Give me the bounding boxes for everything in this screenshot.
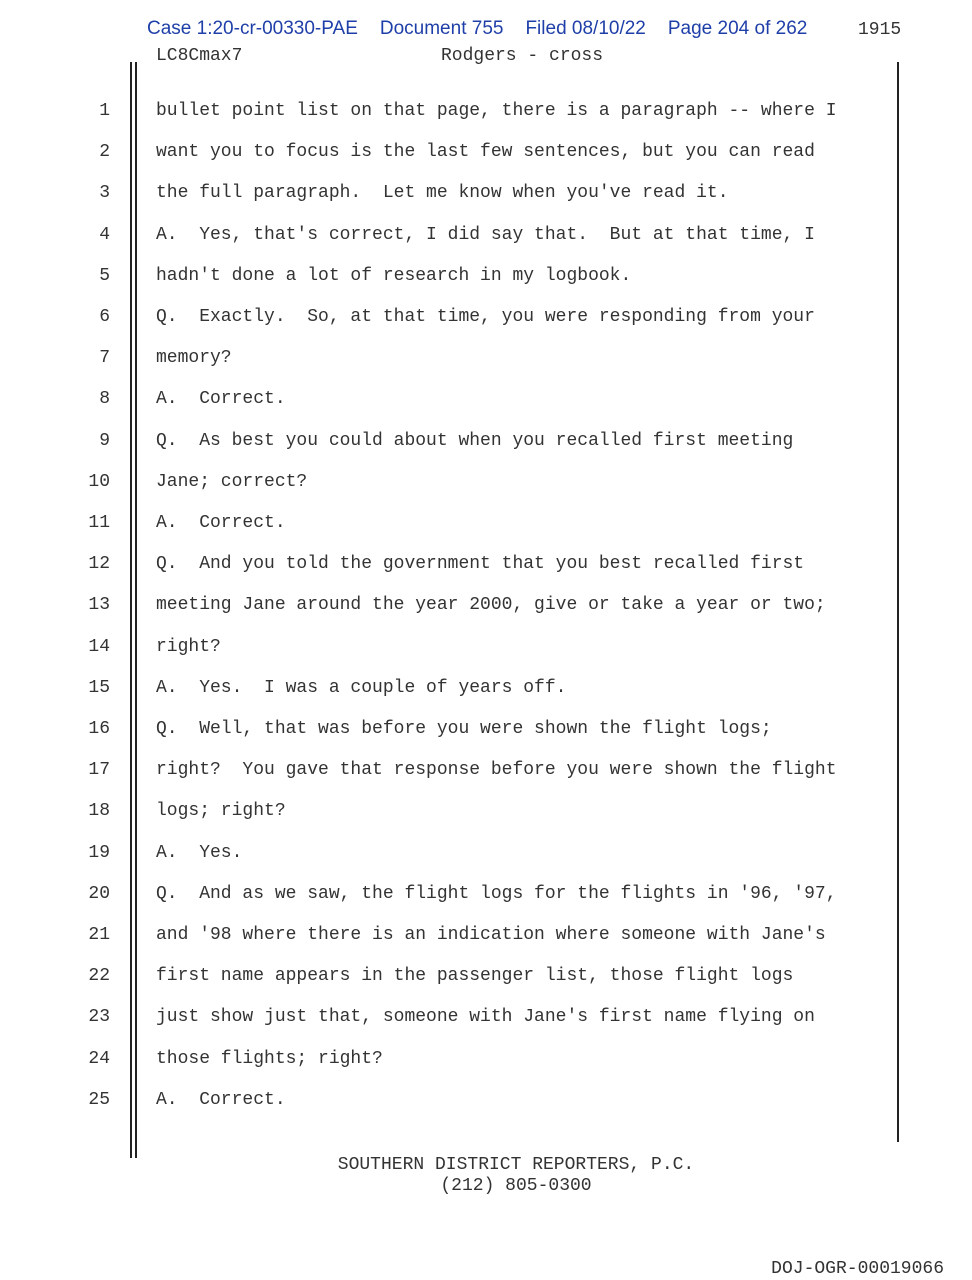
transcript-page-number: 1915: [858, 20, 902, 40]
line-text: Q. And you told the government that you best recalled first: [156, 554, 805, 575]
line-text: Q. And as we saw, the flight logs for the flights in '96, '97,: [156, 883, 837, 904]
reporter-phone: (212) 805-0300: [440, 1176, 592, 1196]
document-number: Document 755: [379, 18, 504, 39]
line-text: first name appears in the passenger list, those flight logs: [156, 966, 794, 987]
line-text: the full paragraph. Let me know when you've read it.: [156, 183, 729, 204]
transcript-line: [0, 801, 972, 831]
transcript-line: [0, 966, 972, 996]
filing-stamp: [147, 18, 829, 40]
line-text: bullet point list on that page, there is a paragraph -- where I: [156, 101, 837, 121]
line-number: 5: [99, 265, 110, 286]
line-text: meeting Jane around the year 2000, give or take a year or two;: [156, 595, 826, 616]
line-text: A. Correct.: [156, 1089, 286, 1110]
transcript-line: [0, 307, 972, 337]
line-number: 23: [88, 1007, 110, 1028]
line-text: want you to focus is the last few sentences, but you can read: [156, 142, 815, 163]
line-number: 22: [88, 966, 110, 987]
line-number: 7: [99, 348, 110, 369]
line-text: hadn't done a lot of research in my logbook.: [156, 265, 632, 286]
line-number: 6: [99, 307, 110, 327]
line-text: A. Yes, that's correct, I did say that. But at that time, I: [156, 224, 815, 245]
line-text: A. Yes. I was a couple of years off.: [156, 677, 567, 698]
transcript-line: [0, 101, 972, 131]
transcript-line: [0, 389, 972, 419]
reporter-company: SOUTHERN DISTRICT REPORTERS, P.C.: [337, 1155, 695, 1175]
line-number: 21: [88, 925, 110, 945]
line-number: 13: [88, 595, 110, 616]
transcript-line: [0, 183, 972, 213]
case-number: Case 1:20-cr-00330-PAE: [147, 18, 358, 39]
page-of: Page 204 of 262: [667, 18, 808, 39]
line-text: just show just that, someone with Jane's first name flying on: [156, 1007, 815, 1028]
line-text: right? You gave that response before you were shown the flight: [156, 760, 837, 781]
transcript-line: [0, 925, 972, 955]
case-code: LC8Cmax7: [156, 46, 243, 66]
witness-heading: Rodgers - cross: [441, 46, 604, 66]
transcript-line: [0, 431, 972, 461]
line-text: Q. Exactly. So, at that time, you were responding from your: [156, 307, 815, 327]
transcript-line: [0, 142, 972, 172]
line-number: 16: [88, 719, 110, 739]
line-text: logs; right?: [156, 801, 286, 822]
transcript-line: [0, 1090, 972, 1120]
line-number: 15: [88, 677, 110, 698]
transcript-line: [0, 760, 972, 790]
transcript-line: [0, 225, 972, 255]
line-number: 14: [88, 636, 110, 657]
transcript-line: [0, 637, 972, 667]
line-text: right?: [156, 636, 221, 657]
line-number: 8: [99, 389, 110, 410]
line-number: 9: [99, 430, 110, 451]
transcript-line: [0, 266, 972, 296]
transcript-line: [0, 595, 972, 625]
transcript-line: [0, 513, 972, 543]
line-number: 17: [88, 760, 110, 781]
filed-date: Filed 08/10/22: [525, 18, 646, 39]
transcript-line: [0, 348, 972, 378]
transcript-line: [0, 472, 972, 502]
line-number: 1: [99, 101, 110, 121]
transcript-line: [0, 1007, 972, 1037]
line-number: 4: [99, 224, 110, 245]
bates-number: DOJ-OGR-00019066: [771, 1259, 944, 1279]
transcript-line: [0, 554, 972, 584]
line-number: 12: [88, 554, 110, 575]
line-number: 2: [99, 142, 110, 163]
line-number: 20: [88, 883, 110, 904]
line-number: 18: [88, 801, 110, 822]
line-text: memory?: [156, 348, 232, 369]
reporter-footer: [0, 1155, 972, 1197]
transcript-line: [0, 719, 972, 749]
line-number: 25: [88, 1089, 110, 1110]
line-number: 24: [88, 1048, 110, 1069]
line-text: A. Correct.: [156, 513, 286, 533]
line-text: those flights; right?: [156, 1048, 383, 1069]
line-text: A. Yes.: [156, 842, 243, 863]
line-number: 11: [88, 513, 110, 533]
line-text: Jane; correct?: [156, 471, 308, 492]
line-text: Q. As best you could about when you recalled first meeting: [156, 430, 794, 451]
transcript-line: [0, 678, 972, 708]
line-number: 3: [99, 183, 110, 204]
line-text: and '98 where there is an indication where someone with Jane's: [156, 925, 826, 945]
line-number: 10: [88, 471, 110, 492]
transcript-line: [0, 1049, 972, 1079]
transcript-line: [0, 843, 972, 873]
line-text: Q. Well, that was before you were shown the flight logs;: [156, 719, 772, 739]
line-number: 19: [88, 842, 110, 863]
transcript-line: [0, 884, 972, 914]
line-text: A. Correct.: [156, 389, 286, 410]
